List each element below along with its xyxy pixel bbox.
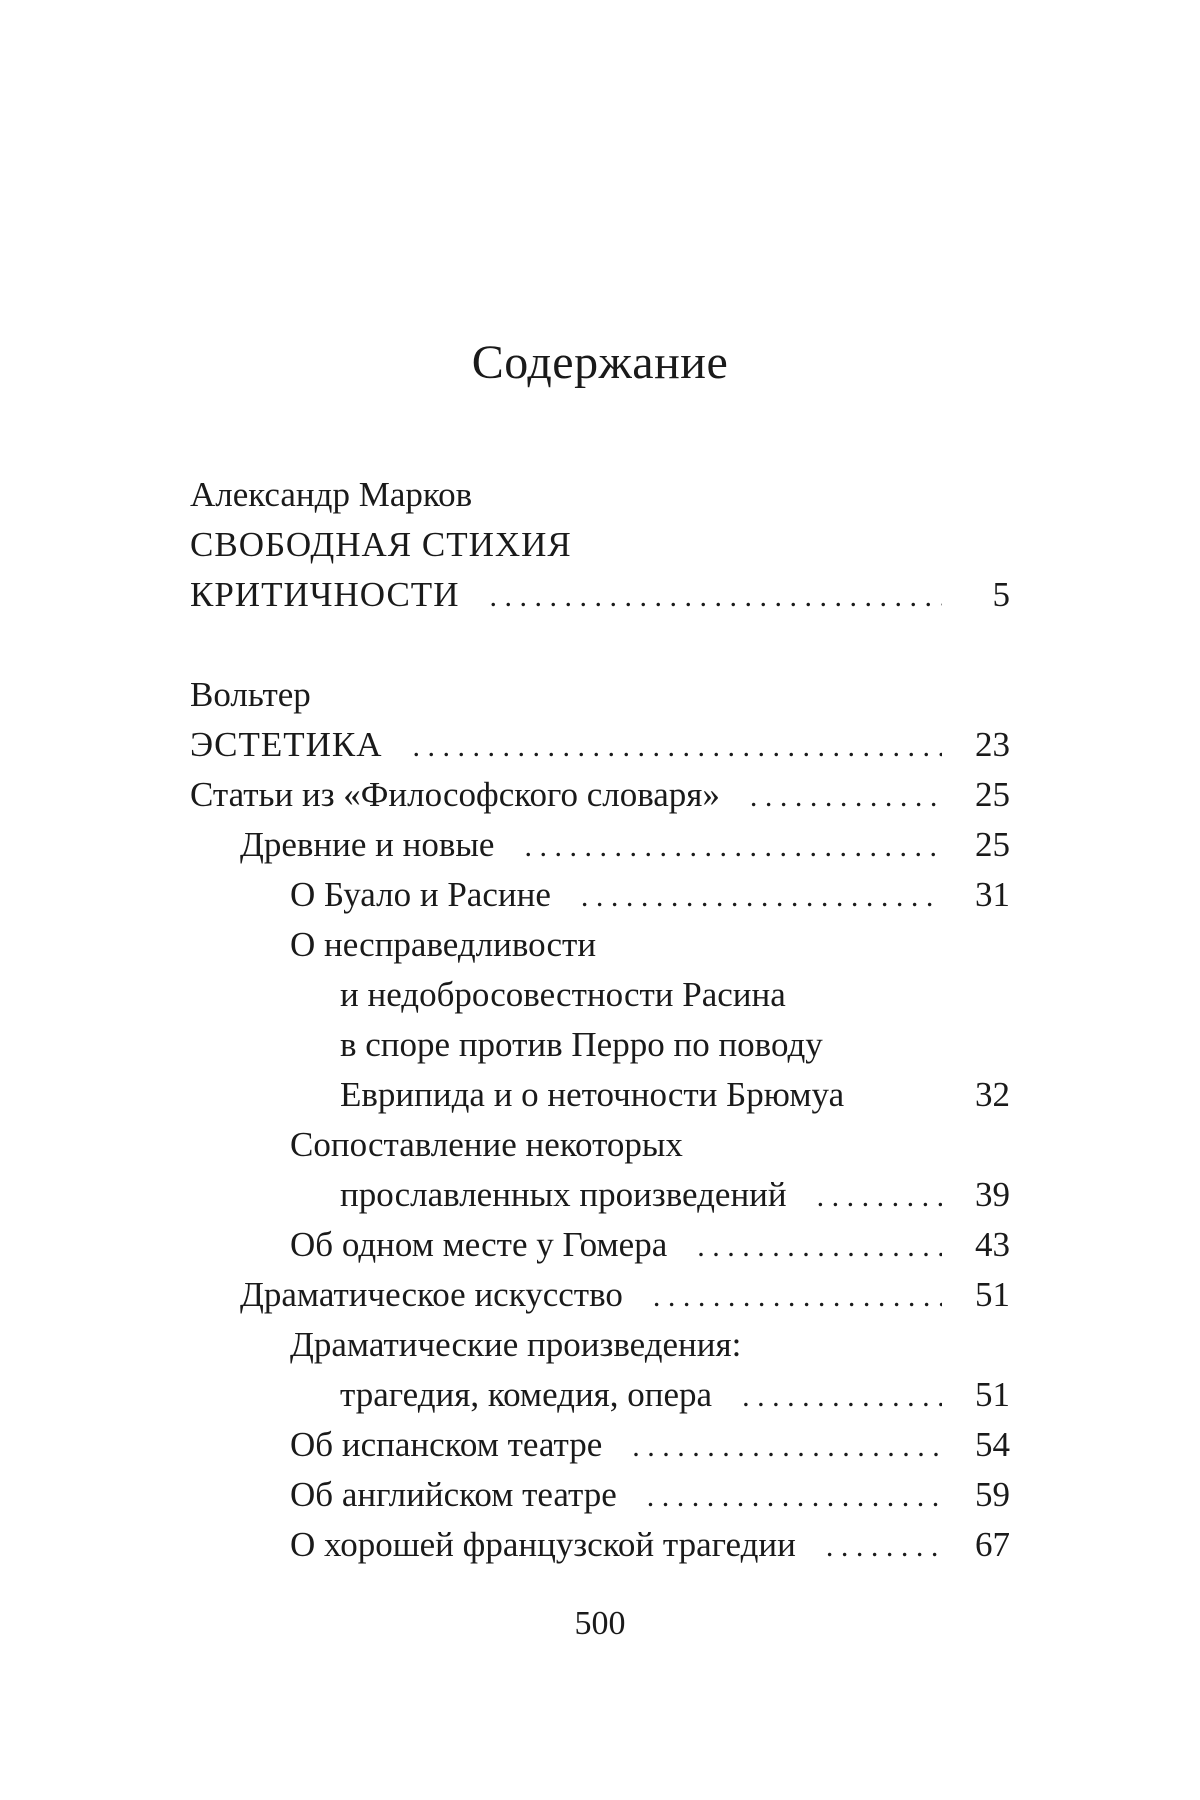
toc-title-markov-line1: СВОБОДНАЯ СТИХИЯ — [190, 525, 572, 564]
leader-dots — [826, 1522, 942, 1572]
toc-entry-spanish-theatre — [190, 1420, 1010, 1470]
toc-author-markov: Александр Марков — [190, 475, 473, 514]
entry-label: Древние и новые — [240, 825, 495, 864]
page-number: 59 — [975, 1475, 1010, 1514]
leader-dots — [653, 1272, 942, 1322]
toc-entry-markov — [190, 570, 1010, 620]
entry-label: О хорошей французской трагедии — [290, 1525, 796, 1564]
entry-label: Об одном месте у Гомера — [290, 1225, 668, 1264]
page-number: 43 — [975, 1225, 1010, 1264]
page-number: 39 — [975, 1175, 1010, 1214]
leader-dots — [489, 572, 942, 622]
page-number: 51 — [975, 1375, 1010, 1414]
toc-entry-aesthetics — [190, 720, 1010, 770]
entry-label: Драматическое искусство — [240, 1275, 623, 1314]
page-number: 5 — [992, 575, 1010, 614]
toc-entry-injustice — [190, 1070, 1010, 1120]
entry-label: Статьи из «Философского словаря» — [190, 775, 720, 814]
entry-label: прославленных произведений — [340, 1175, 787, 1214]
page-number: 67 — [975, 1525, 1010, 1564]
toc-entry-comparison-line1: Сопоставление некоторых — [290, 1125, 683, 1164]
leader-dots — [647, 1472, 942, 1522]
toc-entry-injustice-line2: и недобросовестности Расина — [340, 975, 786, 1014]
toc-entry-comparison — [190, 1170, 1010, 1220]
entry-label: трагедия, комедия, опера — [340, 1375, 713, 1414]
entry-label: Об испанском театре — [290, 1425, 603, 1464]
toc-entry-homer — [190, 1220, 1010, 1270]
entry-label: Еврипида и о неточности Брюмуа — [340, 1075, 845, 1114]
toc-entry-dramatic-works — [190, 1370, 1010, 1420]
spacer — [190, 620, 1010, 670]
table-of-contents — [190, 470, 1010, 1570]
page-number: 25 — [975, 775, 1010, 814]
page-number: 23 — [975, 725, 1010, 764]
page-number: 25 — [975, 825, 1010, 864]
leader-dots — [632, 1422, 942, 1472]
page-title: Содержание — [471, 336, 729, 389]
leader-dots — [524, 822, 942, 872]
leader-dots — [817, 1172, 942, 1222]
entry-label: О Буало и Расине — [290, 875, 551, 914]
leader-dots — [581, 872, 942, 922]
toc-section-aesthetics: ЭСТЕТИКА — [190, 725, 383, 764]
leader-dots — [742, 1372, 942, 1422]
toc-author-voltaire: Вольтер — [190, 675, 311, 714]
toc-entry-articles — [190, 770, 1010, 820]
page-number: 31 — [975, 875, 1010, 914]
leader-dots — [750, 772, 942, 822]
leader-dots — [413, 722, 943, 772]
toc-entry-boileau — [190, 870, 1010, 920]
entry-label: Об английском театре — [290, 1475, 617, 1514]
toc-entry-injustice-line3: в споре против Перро по поводу — [340, 1025, 823, 1064]
toc-entry-english-theatre — [190, 1470, 1010, 1520]
toc-entry-dramatic-art — [190, 1270, 1010, 1320]
toc-entry-injustice-line1: О несправедливости — [290, 925, 597, 964]
toc-entry-dramatic-works-line1: Драматические произведения: — [290, 1325, 742, 1364]
page-number: 54 — [975, 1425, 1010, 1464]
toc-entry-ancients — [190, 820, 1010, 870]
folio-page-number: 500 — [574, 1605, 626, 1642]
page-number: 51 — [975, 1275, 1010, 1314]
page-number: 32 — [975, 1075, 1010, 1114]
toc-entry-french-tragedy — [190, 1520, 1010, 1570]
leader-dots — [697, 1222, 942, 1272]
toc-title-markov-line2: КРИТИЧНОСТИ — [190, 575, 460, 614]
